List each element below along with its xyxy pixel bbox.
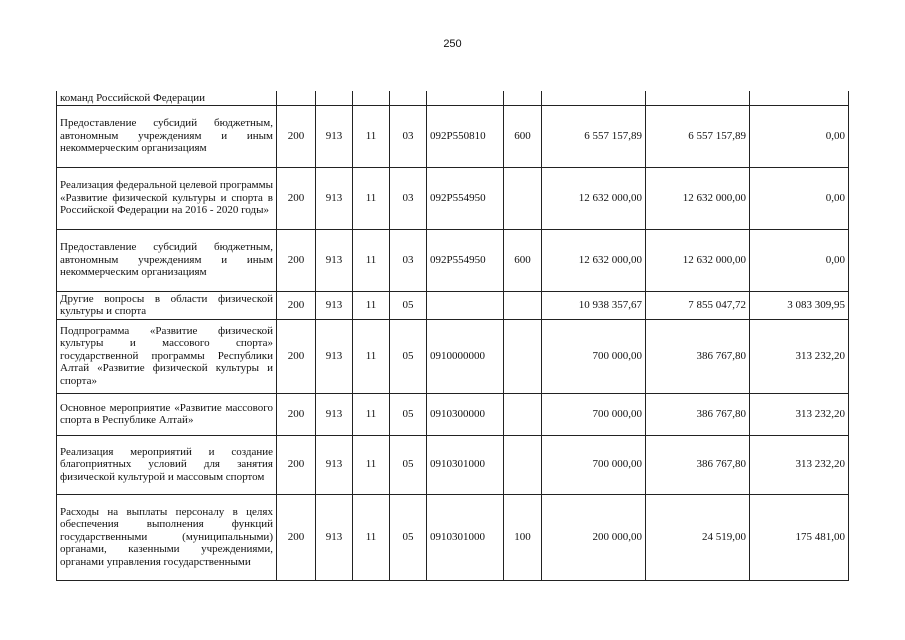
col-rz: 913: [316, 105, 353, 167]
table-row: [57, 291, 849, 319]
col-pr: [353, 91, 390, 105]
col-amount-3: 0,00: [750, 105, 849, 167]
col-rz: 913: [316, 167, 353, 229]
col-sub: 05: [390, 393, 427, 435]
col-csr: [427, 91, 504, 105]
budget-table: [56, 91, 849, 581]
col-vr: [504, 291, 542, 319]
col-amount-1: 12 632 000,00: [542, 167, 646, 229]
col-amount-2: 6 557 157,89: [646, 105, 750, 167]
col-vr: [504, 435, 542, 494]
col-ved: [277, 91, 316, 105]
col-sub: 03: [390, 167, 427, 229]
col-ved: 200: [277, 291, 316, 319]
col-vr: [504, 319, 542, 393]
col-amount-3: 313 232,20: [750, 435, 849, 494]
col-pr: 11: [353, 105, 390, 167]
col-sub: 05: [390, 319, 427, 393]
col-ved: 200: [277, 319, 316, 393]
col-sub: 03: [390, 229, 427, 291]
row-description: команд Российской Федерации: [57, 91, 277, 105]
col-csr: 0910301000: [427, 494, 504, 580]
row-description: Другие вопросы в области физической культуры и спорта: [57, 291, 277, 319]
row-description: Предоставление субсидий бюджетным, автономным учреждениям и иным некоммерческим организациям: [57, 105, 277, 167]
col-pr: 11: [353, 167, 390, 229]
col-amount-1: 700 000,00: [542, 393, 646, 435]
col-amount-1: 12 632 000,00: [542, 229, 646, 291]
col-rz: 913: [316, 494, 353, 580]
col-rz: 913: [316, 393, 353, 435]
col-rz: 913: [316, 435, 353, 494]
col-sub: 05: [390, 291, 427, 319]
col-pr: 11: [353, 393, 390, 435]
col-amount-2: 7 855 047,72: [646, 291, 750, 319]
col-csr: 092Р554950: [427, 229, 504, 291]
col-csr: 092Р554950: [427, 167, 504, 229]
col-amount-3: 0,00: [750, 167, 849, 229]
col-amount-2: 386 767,80: [646, 435, 750, 494]
col-pr: 11: [353, 494, 390, 580]
col-amount-3: [750, 91, 849, 105]
table-row: [57, 494, 849, 580]
col-amount-2: 12 632 000,00: [646, 229, 750, 291]
col-vr: 100: [504, 494, 542, 580]
col-sub: 05: [390, 494, 427, 580]
col-vr: [504, 167, 542, 229]
col-amount-2: 386 767,80: [646, 393, 750, 435]
col-vr: [504, 91, 542, 105]
col-ved: 200: [277, 393, 316, 435]
col-ved: 200: [277, 105, 316, 167]
table-row: [57, 435, 849, 494]
col-pr: 11: [353, 229, 390, 291]
col-amount-1: [542, 91, 646, 105]
col-rz: 913: [316, 319, 353, 393]
table-row: [57, 91, 849, 105]
col-amount-2: 24 519,00: [646, 494, 750, 580]
col-pr: 11: [353, 291, 390, 319]
col-amount-3: 313 232,20: [750, 393, 849, 435]
col-csr: [427, 291, 504, 319]
col-amount-1: 10 938 357,67: [542, 291, 646, 319]
col-amount-3: 3 083 309,95: [750, 291, 849, 319]
col-amount-3: 313 232,20: [750, 319, 849, 393]
row-description: Реализация мероприятий и создание благоприятных условий для занятия физической культурой и массовым спортом: [57, 435, 277, 494]
col-amount-1: 700 000,00: [542, 319, 646, 393]
row-description: Расходы на выплаты персоналу в целях обеспечения выполнения функций государственными (муниципальными) органами, казенными учреждениями, органами управления государственными: [57, 494, 277, 580]
col-amount-1: 700 000,00: [542, 435, 646, 494]
col-vr: 600: [504, 229, 542, 291]
col-amount-3: 0,00: [750, 229, 849, 291]
table-row: [57, 393, 849, 435]
col-pr: 11: [353, 435, 390, 494]
col-vr: [504, 393, 542, 435]
col-sub: 03: [390, 105, 427, 167]
col-rz: [316, 91, 353, 105]
col-rz: 913: [316, 291, 353, 319]
row-description: Предоставление субсидий бюджетным, автономным учреждениям и иным некоммерческим организациям: [57, 229, 277, 291]
col-amount-3: 175 481,00: [750, 494, 849, 580]
col-amount-1: 6 557 157,89: [542, 105, 646, 167]
table-row: [57, 229, 849, 291]
table-row: [57, 167, 849, 229]
col-amount-2: 386 767,80: [646, 319, 750, 393]
col-vr: 600: [504, 105, 542, 167]
col-csr: 0910301000: [427, 435, 504, 494]
row-description: Реализация федеральной целевой программы «Развитие физической культуры и спорта в Российской Федерации на 2016 - 2020 годы»: [57, 167, 277, 229]
col-ved: 200: [277, 229, 316, 291]
table-row: [57, 319, 849, 393]
row-description: Подпрограмма «Развитие физической культуры и массового спорта» государственной программы Республики Алтай «Развитие физической культуры и спорта»: [57, 319, 277, 393]
col-amount-1: 200 000,00: [542, 494, 646, 580]
col-csr: 0910000000: [427, 319, 504, 393]
page-number: 250: [443, 38, 462, 50]
col-sub: [390, 91, 427, 105]
col-ved: 200: [277, 494, 316, 580]
col-pr: 11: [353, 319, 390, 393]
col-ved: 200: [277, 435, 316, 494]
col-ved: 200: [277, 167, 316, 229]
row-description: Основное мероприятие «Развитие массового спорта в Республике Алтай»: [57, 393, 277, 435]
col-rz: 913: [316, 229, 353, 291]
col-csr: 0910300000: [427, 393, 504, 435]
col-amount-2: [646, 91, 750, 105]
table-row: [57, 105, 849, 167]
col-csr: 092Р550810: [427, 105, 504, 167]
col-sub: 05: [390, 435, 427, 494]
col-amount-2: 12 632 000,00: [646, 167, 750, 229]
